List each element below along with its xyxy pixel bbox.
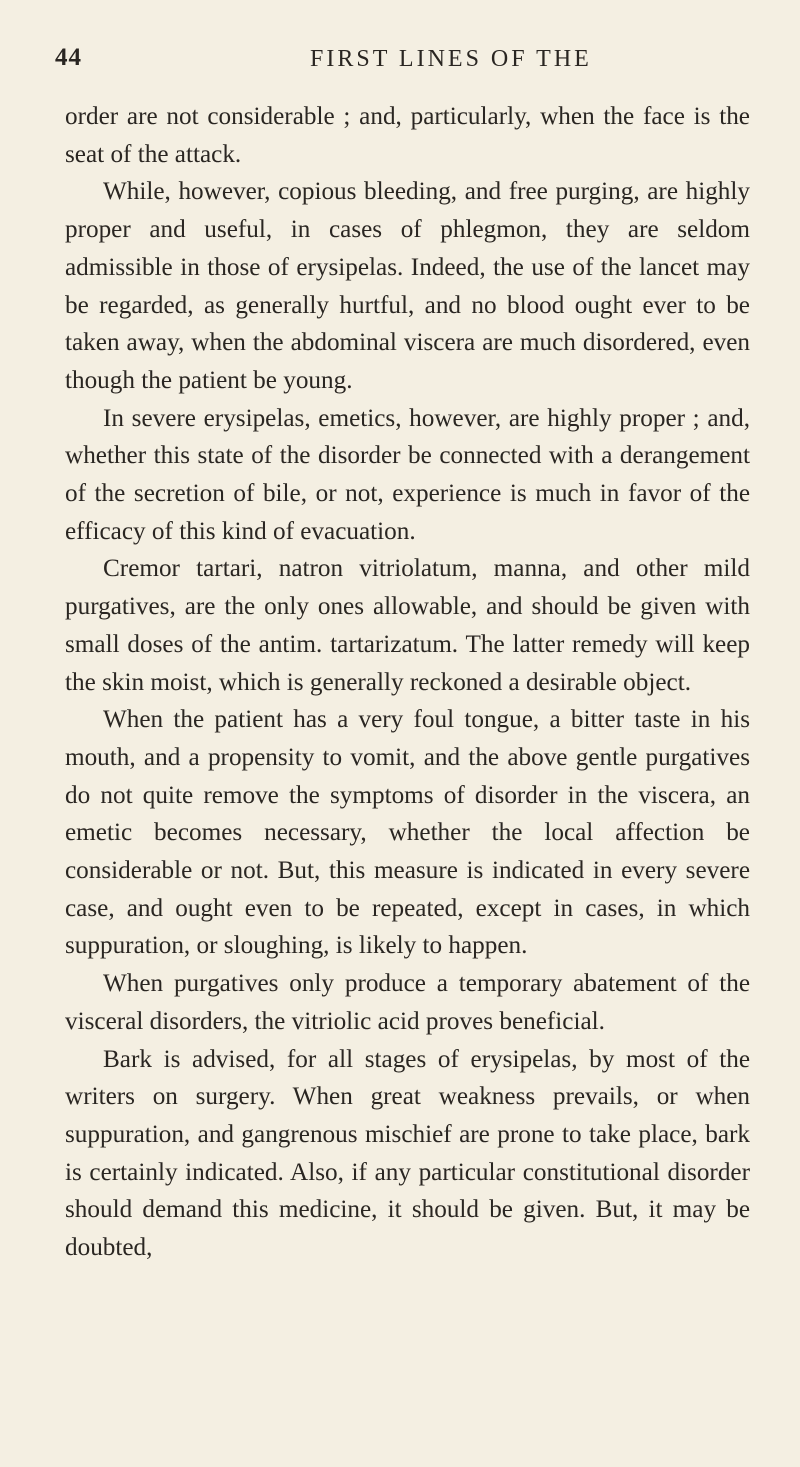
paragraph-foul-tongue: When the patient has a very foul tongue, a bitter taste in his mouth, and a propensity to vomit, and the above gentle purgatives do not quite remove the symptoms of disorder in the viscera, an emetic becomes necessary, whether the local affection be considerable or not. But, this measure is indicated in every severe case, and ought even to be repeated, except in cases, in which suppuration, or sloughing, is likely to happen. — [65, 706, 750, 960]
paragraph-vitriolic-acid: When purgatives only produce a temporary abatement of the visceral disorders, the vitriolic acid proves beneficial. — [65, 970, 750, 1035]
page-number: 44 — [55, 44, 82, 71]
paragraph-emetics: In severe erysipelas, emetics, however, are highly proper ; and, whether this state of the disorder be connected with a derangement of the secretion of bile, or not, experience is much in favor of the efficacy of this kind of evacuation. — [65, 404, 750, 545]
body-text — [65, 98, 750, 1267]
paragraph-purgatives: Cremor tartari, natron vitriolatum, manna, and other mild purgatives, are the only ones allowable, and should be given with small doses of the antim. tartarizatum. The latter remedy will keep the skin moist, which is generally reckoned a desirable object. — [65, 555, 750, 696]
running-head: FIRST LINES OF THE — [310, 46, 592, 72]
page-header — [55, 44, 745, 84]
paragraph-bleeding: While, however, copious bleeding, and free purging, are highly proper and useful, in cases of phlegmon, they are seldom admissible in those of erysipelas. Indeed, the use of the lancet may be regarded, as generally hurtful, and no blood ought ever to be taken away, when the abdominal viscera are much disordered, even though the patient be young. — [65, 178, 750, 394]
paragraph-bark: Bark is advised, for all stages of erysipelas, by most of the writers on surgery. When great weakness prevails, or when suppuration, and gangrenous mischief are prone to take place, bark is certainly indicated. Also, if any particular constitutional disorder should demand this medicine, it should be given. But, it may be doubted, — [65, 1045, 750, 1262]
paragraph-continued: order are not considerable ; and, particularly, when the face is the seat of the attack. — [65, 103, 750, 168]
